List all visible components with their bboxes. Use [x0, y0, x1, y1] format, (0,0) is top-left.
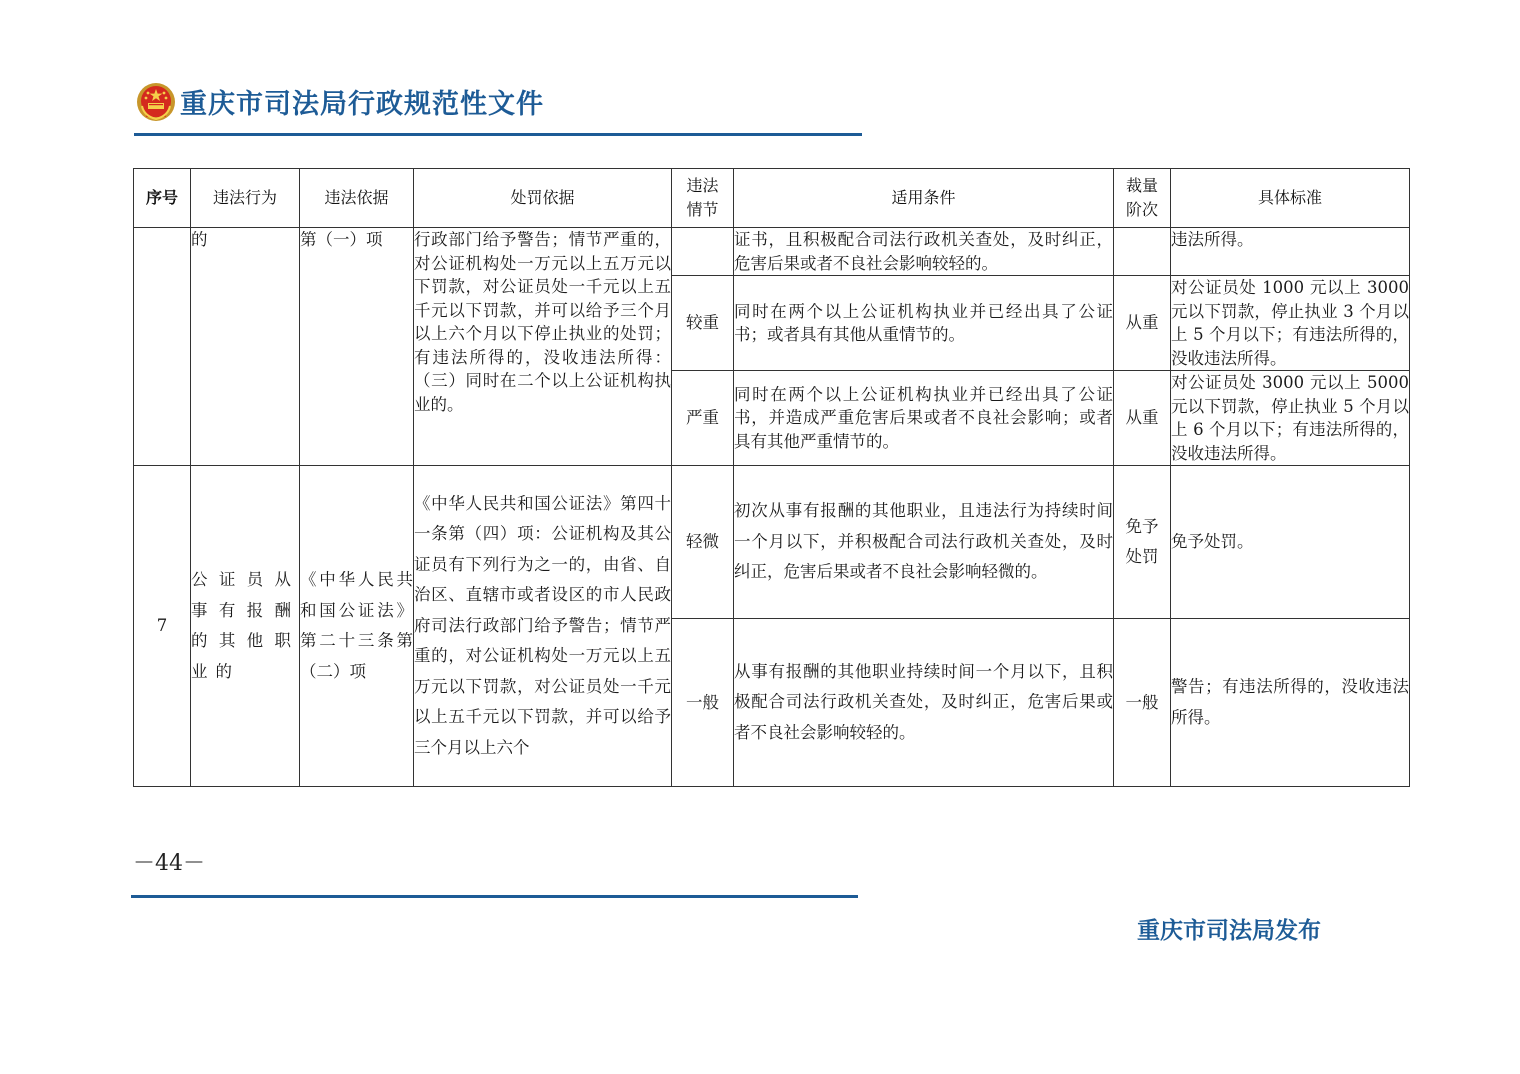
level-cell: 从重 — [1114, 371, 1171, 466]
cont-no-cell — [134, 228, 191, 466]
cont-penalty-basis-cell: 行政部门给予警告；情节严重的，对公证机构处一万元以上五万元以下罚款，对公证员处一千元以上五千元以下罚款，并可以给予三个月以上六个月以下停止执业的处罚；有违法所得的，没收违法所得：（三）同时在二个以上公证机构执业的。 — [414, 228, 672, 466]
condition-cell: 初次从事有报酬的其他职业，且违法行为持续时间一个月以下，并积极配合司法行政机关查处，及时纠正，危害后果或者不良社会影响轻微的。 — [734, 466, 1114, 619]
cont-basis-cell: 第（一）项 — [300, 228, 414, 466]
condition-cell: 同时在两个以上公证机构执业并已经出具了公证书；或者具有其他从重情节的。 — [734, 276, 1114, 371]
page-number: －44－ — [133, 851, 205, 876]
level-cell: 免予 处罚 — [1114, 466, 1171, 619]
severity-cell: 一般 — [672, 619, 734, 787]
table-header-row — [134, 169, 1410, 228]
col-header-level: 裁量 阶次 — [1114, 169, 1171, 228]
standard-cell: 违法所得。 — [1171, 228, 1410, 276]
cont-act-cell: 的 — [191, 228, 300, 466]
col-header-standard: 具体标准 — [1171, 169, 1410, 228]
condition-cell: 同时在两个以上公证机构执业并已经出具了公证书，并造成严重危害后果或者不良社会影响；或者具有其他严重情节的。 — [734, 371, 1114, 466]
penalty-basis-cell: 《中华人民共和国公证法》第四十一条第（四）项：公证机构及其公证员有下列行为之一的，由省、自治区、直辖市或者设区的市人民政府司法行政部门给予警告；情节严重的，对公证机构处一万元以上五万元以下罚款，对公证员处一千元以上五千元以下罚款，并可以给予三个月以上六个 — [414, 466, 672, 787]
penalty-standard-table — [133, 168, 1410, 787]
severity-cell — [672, 228, 734, 276]
act-cell: 公证员从事有报酬的其他职业的 — [191, 466, 300, 787]
level-cell: 从重 — [1114, 276, 1171, 371]
severity-cell: 轻微 — [672, 466, 734, 619]
col-header-condition: 适用条件 — [734, 169, 1114, 228]
header-divider — [134, 133, 862, 136]
col-header-act: 违法行为 — [191, 169, 300, 228]
col-header-penalty-basis: 处罚依据 — [414, 169, 672, 228]
row-number-cell: 7 — [134, 466, 191, 787]
table-row — [134, 466, 1410, 619]
level-cell: 一般 — [1114, 619, 1171, 787]
national-emblem-icon — [136, 82, 176, 122]
col-header-no: 序号 — [134, 169, 191, 228]
standard-cell: 对公证员处 3000 元以上 5000 元以下罚款，停止执业 5 个月以上 6 个月以下；有违法所得的，没收违法所得。 — [1171, 371, 1410, 466]
level-cell — [1114, 228, 1171, 276]
footer-divider — [131, 895, 858, 898]
standard-cell: 对公证员处 1000 元以上 3000 元以下罚款，停止执业 3 个月以上 5 个月以下；有违法所得的，没收违法所得。 — [1171, 276, 1410, 371]
standard-cell: 免予处罚。 — [1171, 466, 1410, 619]
severity-cell: 较重 — [672, 276, 734, 371]
condition-cell: 从事有报酬的其他职业持续时间一个月以下，且积极配合司法行政机关查处，及时纠正，危害后果或者不良社会影响较轻的。 — [734, 619, 1114, 787]
col-header-basis: 违法依据 — [300, 169, 414, 228]
standard-cell: 警告；有违法所得的，没收违法所得。 — [1171, 619, 1410, 787]
severity-cell: 严重 — [672, 371, 734, 466]
basis-cell: 《中华人民共和国公证法》第二十三条第（二）项 — [300, 466, 414, 787]
footer-publisher: 重庆市司法局发布 — [1137, 918, 1321, 944]
condition-cell: 证书，且积极配合司法行政机关查处，及时纠正，危害后果或者不良社会影响较轻的。 — [734, 228, 1114, 276]
document-header — [134, 78, 862, 140]
header-title: 重庆市司法局行政规范性文件 — [180, 89, 544, 120]
table-row — [134, 228, 1410, 276]
col-header-severity: 违法 情节 — [672, 169, 734, 228]
